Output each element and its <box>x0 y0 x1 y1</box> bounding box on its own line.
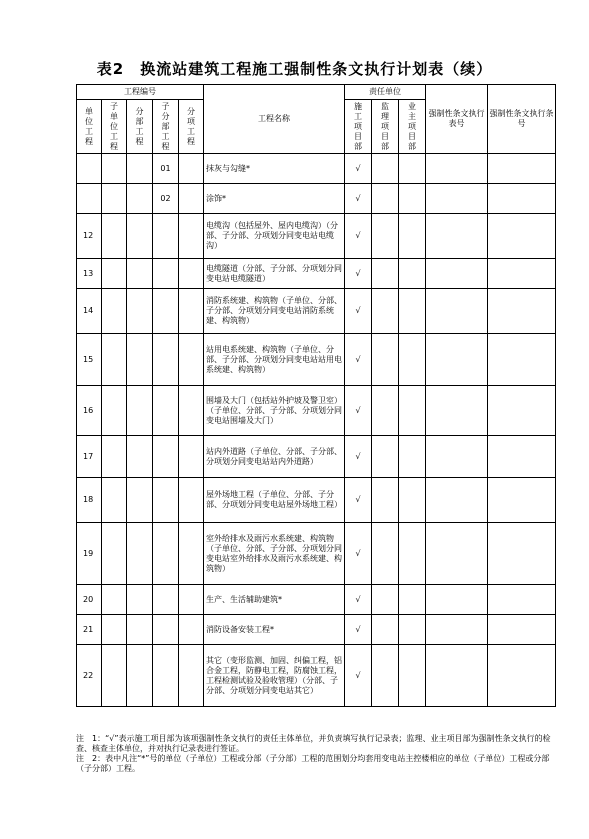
unit-project-cell <box>77 184 102 214</box>
record-table-no-cell <box>426 615 488 645</box>
unit-project-cell: 15 <box>77 334 102 386</box>
item-project-cell <box>179 523 204 585</box>
sub-division-project-cell <box>153 214 179 259</box>
clause-no-cell <box>488 334 556 386</box>
project-name-cell: 消防系统建、构筑物（子单位、分部、子分部、分项划分同变电站消防系统建、构筑物） <box>204 289 345 334</box>
supervision-check-cell <box>372 478 399 523</box>
sub-unit-project-cell <box>102 478 127 523</box>
division-project-cell <box>127 214 153 259</box>
supervision-check-cell <box>372 184 399 214</box>
table-row <box>77 386 556 436</box>
owner-check-cell <box>399 386 426 436</box>
division-project-cell <box>127 334 153 386</box>
plan-table <box>76 84 556 707</box>
supervision-check-cell <box>372 436 399 478</box>
supervision-check-cell <box>372 334 399 386</box>
construction-check-cell: √ <box>345 585 372 615</box>
header-responsible-unit: 责任单位 <box>345 85 426 100</box>
project-name-cell: 电缆沟（包括屋外、屋内电缆沟）（分部、子分部、分项划分同变电站电缆沟） <box>204 214 345 259</box>
division-project-cell <box>127 259 153 289</box>
header-project-code: 工程编号 <box>77 85 204 100</box>
header-unit-project: 单 位 工 程 <box>77 100 102 154</box>
division-project-cell <box>127 585 153 615</box>
owner-check-cell <box>399 645 426 707</box>
clause-no-cell <box>488 645 556 707</box>
unit-project-cell: 16 <box>77 386 102 436</box>
clause-no-cell <box>488 478 556 523</box>
construction-check-cell: √ <box>345 523 372 585</box>
sub-unit-project-cell <box>102 154 127 184</box>
construction-check-cell: √ <box>345 615 372 645</box>
sub-division-project-cell <box>153 436 179 478</box>
division-project-cell <box>127 523 153 585</box>
sub-unit-project-cell <box>102 214 127 259</box>
supervision-check-cell <box>372 154 399 184</box>
owner-check-cell <box>399 259 426 289</box>
sub-unit-project-cell <box>102 184 127 214</box>
sub-unit-project-cell <box>102 523 127 585</box>
header-record-table-no: 强制性条文执行表号 <box>426 85 488 154</box>
record-table-no-cell <box>426 585 488 615</box>
division-project-cell <box>127 478 153 523</box>
item-project-cell <box>179 214 204 259</box>
supervision-check-cell <box>372 523 399 585</box>
sub-division-project-cell <box>153 386 179 436</box>
project-name-cell: 其它（变形监测、加固、纠偏工程，铝合金工程，防静电工程，防腐蚀工程，工程检测试验及验收管理）（分部、子分部、分项划分同变电站其它） <box>204 645 345 707</box>
project-name-cell: 围墙及大门（包括站外护坡及警卫室）（子单位、分部、子分部、分项划分同变电站围墙及大门） <box>204 386 345 436</box>
construction-check-cell: √ <box>345 289 372 334</box>
owner-check-cell <box>399 154 426 184</box>
unit-project-cell: 20 <box>77 585 102 615</box>
project-name-cell: 屋外场地工程（子单位、分部、子分部、分项划分同变电站屋外场地工程） <box>204 478 345 523</box>
clause-no-cell <box>488 214 556 259</box>
table-row <box>77 184 556 214</box>
clause-no-cell <box>488 259 556 289</box>
division-project-cell <box>127 436 153 478</box>
unit-project-cell <box>77 154 102 184</box>
owner-check-cell <box>399 436 426 478</box>
table-row <box>77 478 556 523</box>
division-project-cell <box>127 154 153 184</box>
record-table-no-cell <box>426 478 488 523</box>
construction-check-cell: √ <box>345 645 372 707</box>
item-project-cell <box>179 615 204 645</box>
division-project-cell <box>127 645 153 707</box>
project-name-cell: 站内外道路（子单位、分部、子分部、分项划分同变电站站内外道路） <box>204 436 345 478</box>
item-project-cell <box>179 386 204 436</box>
item-project-cell <box>179 478 204 523</box>
record-table-no-cell <box>426 436 488 478</box>
supervision-check-cell <box>372 585 399 615</box>
record-table-no-cell <box>426 386 488 436</box>
item-project-cell <box>179 154 204 184</box>
item-project-cell <box>179 585 204 615</box>
construction-check-cell: √ <box>345 478 372 523</box>
unit-project-cell: 18 <box>77 478 102 523</box>
table-row <box>77 214 556 259</box>
owner-check-cell <box>399 585 426 615</box>
table-row <box>77 615 556 645</box>
sub-division-project-cell <box>153 615 179 645</box>
item-project-cell <box>179 184 204 214</box>
owner-check-cell <box>399 334 426 386</box>
header-sub-unit-project: 子 单 位 工 程 <box>102 100 127 154</box>
record-table-no-cell <box>426 645 488 707</box>
header-division-project: 分 部 工 程 <box>127 100 153 154</box>
note-1: 注 1：“√”表示施工项目部为该项强制性条文执行的责任主体单位，并负责填写执行记录表；监理、业主项目部为强制性条文执行的检查、核查主体单位，并对执行记录表进行签证。 <box>76 734 551 753</box>
item-project-cell <box>179 334 204 386</box>
header-clause-no: 强制性条文执行条号 <box>488 85 556 154</box>
sub-unit-project-cell <box>102 259 127 289</box>
construction-check-cell: √ <box>345 386 372 436</box>
header-item-project: 分 项 工 程 <box>179 100 204 154</box>
sub-division-project-cell <box>153 478 179 523</box>
sub-division-project-cell <box>153 334 179 386</box>
unit-project-cell: 21 <box>77 615 102 645</box>
sub-unit-project-cell <box>102 386 127 436</box>
sub-unit-project-cell <box>102 615 127 645</box>
clause-no-cell <box>488 386 556 436</box>
project-name-cell: 涂饰* <box>204 184 345 214</box>
unit-project-cell: 14 <box>77 289 102 334</box>
header-construction-dept: 施 工 项 目 部 <box>345 100 372 154</box>
item-project-cell <box>179 436 204 478</box>
sub-unit-project-cell <box>102 645 127 707</box>
unit-project-cell: 17 <box>77 436 102 478</box>
table-row <box>77 645 556 707</box>
supervision-check-cell <box>372 615 399 645</box>
record-table-no-cell <box>426 289 488 334</box>
sub-unit-project-cell <box>102 585 127 615</box>
sub-division-project-cell <box>153 645 179 707</box>
unit-project-cell: 13 <box>77 259 102 289</box>
supervision-check-cell <box>372 645 399 707</box>
unit-project-cell: 22 <box>77 645 102 707</box>
table-row <box>77 585 556 615</box>
page-title: 表2 换流站建筑工程施工强制性条文执行计划表（续） <box>96 60 493 78</box>
construction-check-cell: √ <box>345 184 372 214</box>
division-project-cell <box>127 615 153 645</box>
unit-project-cell: 12 <box>77 214 102 259</box>
item-project-cell <box>179 259 204 289</box>
sub-unit-project-cell <box>102 436 127 478</box>
table-row <box>77 436 556 478</box>
project-name-cell: 消防设备安装工程* <box>204 615 345 645</box>
construction-check-cell: √ <box>345 259 372 289</box>
division-project-cell <box>127 184 153 214</box>
sub-division-project-cell: 02 <box>153 184 179 214</box>
owner-check-cell <box>399 615 426 645</box>
table-row <box>77 154 556 184</box>
sub-unit-project-cell <box>102 289 127 334</box>
owner-check-cell <box>399 478 426 523</box>
clause-no-cell <box>488 184 556 214</box>
record-table-no-cell <box>426 154 488 184</box>
header-supervision-dept: 监 理 项 目 部 <box>372 100 399 154</box>
unit-project-cell: 19 <box>77 523 102 585</box>
owner-check-cell <box>399 184 426 214</box>
project-name-cell: 室外给排水及雨污水系统建、构筑物（子单位、分部、子分部、分项划分同变电站室外给排水及雨污水系统建、构筑物） <box>204 523 345 585</box>
supervision-check-cell <box>372 214 399 259</box>
supervision-check-cell <box>372 259 399 289</box>
record-table-no-cell <box>426 184 488 214</box>
owner-check-cell <box>399 523 426 585</box>
sub-division-project-cell <box>153 259 179 289</box>
project-name-cell: 生产、生活辅助建筑* <box>204 585 345 615</box>
clause-no-cell <box>488 289 556 334</box>
sub-division-project-cell <box>153 289 179 334</box>
record-table-no-cell <box>426 334 488 386</box>
item-project-cell <box>179 289 204 334</box>
clause-no-cell <box>488 523 556 585</box>
project-name-cell: 电缆隧道（分部、子分部、分项划分同变电站电缆隧道） <box>204 259 345 289</box>
table-row <box>77 523 556 585</box>
sub-unit-project-cell <box>102 334 127 386</box>
sub-division-project-cell <box>153 585 179 615</box>
table-row <box>77 289 556 334</box>
clause-no-cell <box>488 436 556 478</box>
header-owner-dept: 业 主 项 目 部 <box>399 100 426 154</box>
item-project-cell <box>179 645 204 707</box>
supervision-check-cell <box>372 386 399 436</box>
table-row <box>77 334 556 386</box>
record-table-no-cell <box>426 214 488 259</box>
header-sub-division-project: 子 分 部 工 程 <box>153 100 179 154</box>
note-2: 注 2：表中凡注“*”号的单位（子单位）工程或分部（子分部）工程的范围划分均套用变电站主控楼相应的单位（子单位）工程或分部（子分部）工程。 <box>76 754 550 773</box>
clause-no-cell <box>488 585 556 615</box>
supervision-check-cell <box>372 289 399 334</box>
table-row <box>77 259 556 289</box>
construction-check-cell: √ <box>345 334 372 386</box>
notes <box>76 734 555 774</box>
record-table-no-cell <box>426 523 488 585</box>
record-table-no-cell <box>426 259 488 289</box>
clause-no-cell <box>488 615 556 645</box>
header-project-name: 工程名称 <box>204 85 345 154</box>
owner-check-cell <box>399 214 426 259</box>
project-name-cell: 抹灰与勾缝* <box>204 154 345 184</box>
sub-division-project-cell: 01 <box>153 154 179 184</box>
clause-no-cell <box>488 154 556 184</box>
project-name-cell: 站用电系统建、构筑物（子单位、分部、子分部、分项划分同变电站站用电系统建、构筑物） <box>204 334 345 386</box>
division-project-cell <box>127 289 153 334</box>
division-project-cell <box>127 386 153 436</box>
sub-division-project-cell <box>153 523 179 585</box>
construction-check-cell: √ <box>345 214 372 259</box>
owner-check-cell <box>399 289 426 334</box>
construction-check-cell: √ <box>345 436 372 478</box>
construction-check-cell: √ <box>345 154 372 184</box>
